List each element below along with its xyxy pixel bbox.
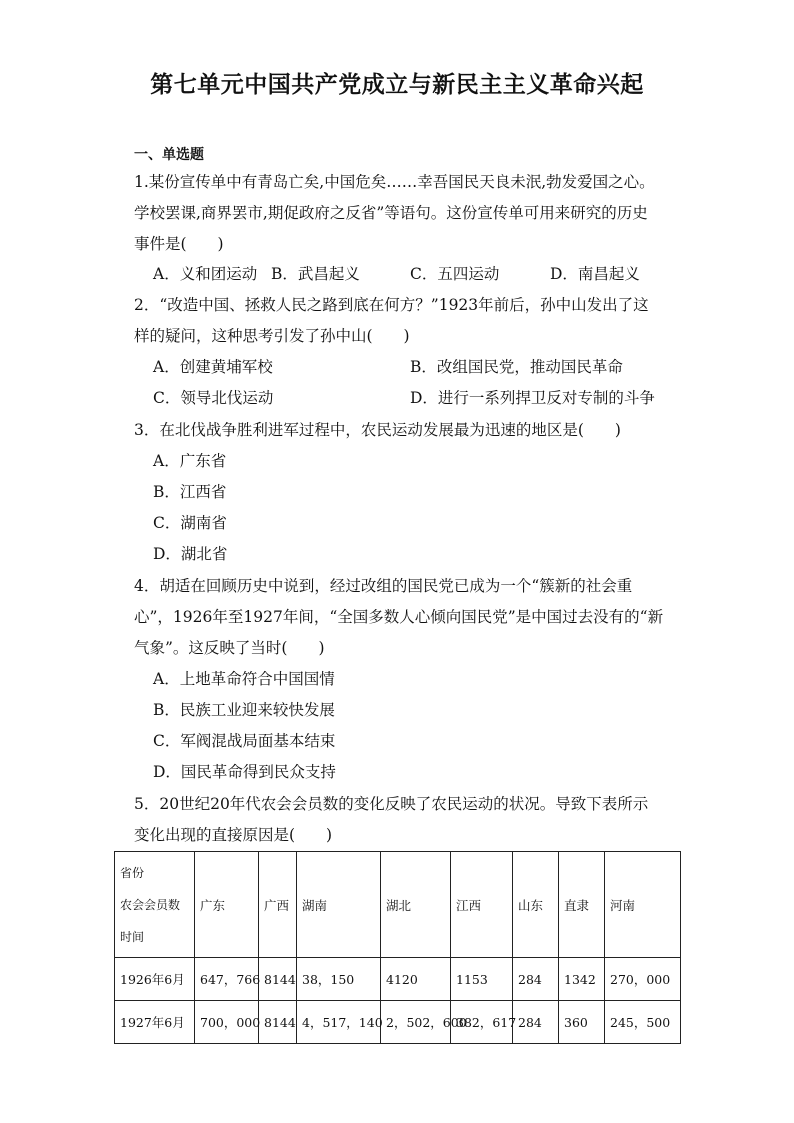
corner-province-label: 省份 [120, 865, 145, 880]
table-header-cell: 湖南 [297, 852, 381, 958]
table-time-cell: 1926年6月 [115, 958, 195, 1001]
q2-option-d: D．进行一系列捍卫反对专制的斗争 [410, 389, 655, 407]
table-header-cell: 山东 [513, 852, 559, 958]
q3-option-c: C．湖南省 [153, 514, 227, 532]
table-row [115, 1001, 681, 1044]
q4-option-b: B．民族工业迎来较快发展 [153, 701, 335, 719]
q1-line: 学校罢课,商界罢市,期促政府之反省”等语句。这份宣传单可用来研究的历史 [134, 204, 648, 222]
table-cell: 647，766 [195, 958, 259, 1001]
section-heading: 一、单选题 [134, 147, 204, 163]
table-row [115, 958, 681, 1001]
table-cell: 38，150 [297, 958, 381, 1001]
table-cell: 382，617 [451, 1001, 513, 1044]
q4-line: 心”，1926年至1927年间，“全国多数人心倾向国民党”是中国过去没有的“新 [134, 608, 664, 626]
table-time-cell: 1927年6月 [115, 1001, 195, 1044]
q2-option-a: A．创建黄埔军校 [153, 358, 273, 376]
q4-line: 4．胡适在回顾历史中说到，经过改组的国民党已成为一个“簇新的社会重 [134, 577, 633, 595]
corner-members-label: 农会会员数 [120, 897, 181, 912]
q4-line: 气象”。这反映了当时( ) [134, 639, 325, 657]
q3-option-d: D．湖北省 [153, 545, 228, 563]
table-cell: 8144 [259, 958, 297, 1001]
table-header-cell: 广东 [195, 852, 259, 958]
q2-line: 样的疑问，这种思考引发了孙中山( ) [134, 327, 410, 345]
table-header-cell: 江西 [451, 852, 513, 958]
table-cell: 2，502，600 [381, 1001, 451, 1044]
q3-option-a: A．广东省 [153, 452, 227, 470]
q1-option-d: D．南昌起义 [550, 265, 640, 283]
corner-time-label: 时间 [120, 929, 145, 944]
table-cell: 284 [513, 1001, 559, 1044]
table-corner-cell [115, 852, 195, 958]
q1-option-c: C．五四运动 [410, 265, 500, 283]
q4-option-c: C．军阀混战局面基本结束 [153, 732, 336, 750]
q1-option-b: B．武昌起义 [271, 265, 360, 283]
page-title: 第七单元中国共产党成立与新民主主义革命兴起 [150, 72, 644, 98]
q4-option-d: D．国民革命得到民众支持 [153, 763, 336, 781]
table-header-row [115, 852, 681, 958]
q2-line: 2．“改造中国、拯救人民之路到底在何方？”1923年前后，孙中山发出了这 [134, 296, 649, 314]
table-header-cell: 广西 [259, 852, 297, 958]
table-cell: 245，500 [605, 1001, 681, 1044]
q2-option-c: C．领导北伐运动 [153, 389, 274, 407]
table-header-cell: 湖北 [381, 852, 451, 958]
table-header-cell: 直隶 [559, 852, 605, 958]
table-cell: 360 [559, 1001, 605, 1044]
q4-option-a: A．上地革命符合中国国情 [153, 670, 335, 688]
table-cell: 8144 [259, 1001, 297, 1044]
table-cell: 270，000 [605, 958, 681, 1001]
table-cell: 4120 [381, 958, 451, 1001]
q1-line: 事件是( ) [134, 235, 224, 253]
q2-option-b: B．改组国民党，推动国民革命 [410, 358, 623, 376]
q1-line: 1.某份宣传单中有青岛亡矣,中国危矣……幸吾国民天良未泯,勃发爱国之心。 [134, 173, 655, 191]
q3-line: 3．在北伐战争胜利进军过程中，农民运动发展最为迅速的地区是( ) [134, 421, 621, 439]
table-cell: 284 [513, 958, 559, 1001]
q1-option-a: A．义和团运动 [153, 265, 258, 283]
q5-line: 变化出现的直接原因是( ) [134, 826, 333, 844]
q3-option-b: B．江西省 [153, 483, 227, 501]
table-cell: 1153 [451, 958, 513, 1001]
table-cell: 700，000 [195, 1001, 259, 1044]
table-cell: 4，517，140 [297, 1001, 381, 1044]
q5-line: 5．20世纪20年代农会会员数的变化反映了农民运动的状况。导致下表所示 [134, 795, 649, 813]
table-cell: 1342 [559, 958, 605, 1001]
table-header-cell: 河南 [605, 852, 681, 958]
membership-table [114, 851, 681, 1044]
